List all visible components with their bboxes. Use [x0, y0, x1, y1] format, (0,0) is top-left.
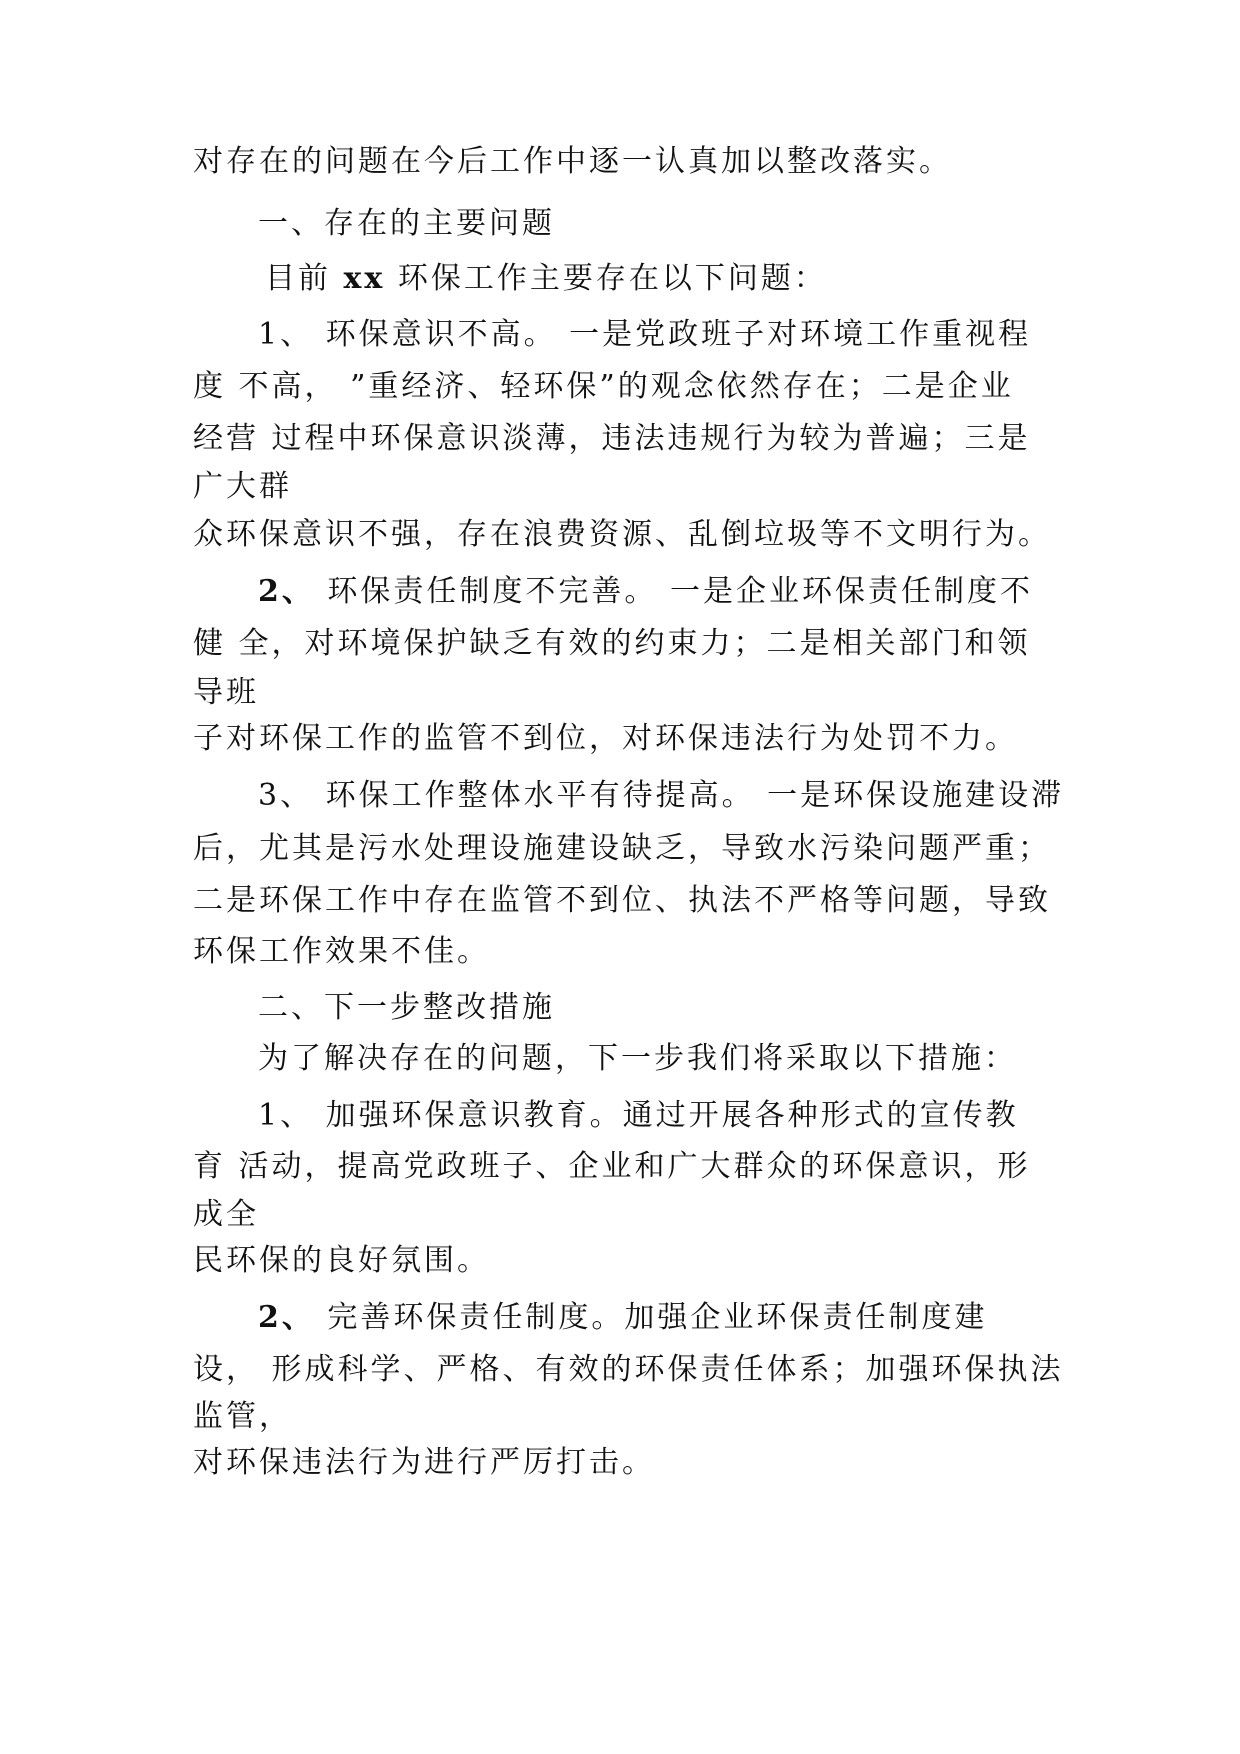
paragraph-line: 度 不高， ”重经济、轻环保”的观念依然存在；二是企业: [193, 369, 1014, 404]
paragraph-line: 1、 环保意识不高。 一是党政班子对环境工作重视程: [258, 317, 1032, 352]
text-span: 2、: [258, 1300, 315, 1335]
paragraph-line: 二是环保工作中存在监管不到位、执法不严格等问题，导致: [193, 883, 1051, 918]
paragraph-line: 对存在的问题在今后工作中逐一认真加以整改落实。: [193, 144, 952, 179]
paragraph-line: 子对环保工作的监管不到位，对环保违法行为处罚不力。: [193, 721, 1018, 756]
paragraph-line: [265, 259, 827, 299]
paragraph-line: 健 全，对环境保护缺乏有效的约束力；二是相关部门和领: [193, 626, 1031, 661]
section-heading: 二、下一步整改措施: [258, 990, 555, 1025]
paragraph-line: 环保工作效果不佳。: [193, 934, 490, 969]
section-heading: 一、存在的主要问题: [258, 206, 555, 241]
paragraph-line: 后，尤其是污水处理设施建设缺乏，导致水污染问题严重；: [193, 831, 1051, 866]
text-span: 目前: [265, 261, 331, 296]
paragraph-line: 成全: [193, 1197, 259, 1232]
paragraph-line: 众环保意识不强，存在浪费资源、乱倒垃圾等不文明行为。: [193, 517, 1051, 552]
paragraph-line: 育 活动，提高党政班子、企业和广大群众的环保意识，形: [193, 1149, 1031, 1184]
paragraph-line: 1、 加强环保意识教育。通过开展各种形式的宣传教: [258, 1098, 1019, 1133]
paragraph-line: 对环保违法行为进行严厉打击。: [193, 1445, 655, 1480]
text-span: 环保工作主要存在以下问题：: [397, 261, 827, 296]
paragraph-line: 导班: [193, 675, 259, 710]
paragraph-line: 经营 过程中环保意识淡薄，违法违规行为较为普遍；三是: [193, 421, 1031, 456]
text-span: 2、: [258, 574, 315, 609]
text-span: 环保责任制度不完善。 一是企业环保责任制度不: [327, 574, 1033, 609]
paragraph-line: 3、 环保工作整体水平有待提高。 一是环保设施建设滞: [258, 778, 1065, 813]
text-span: 完善环保责任制度。加强企业环保责任制度建: [327, 1300, 988, 1335]
paragraph-line: 为了解决存在的问题，下一步我们将采取以下措施：: [258, 1041, 1017, 1076]
paragraph-line: 设， 形成科学、严格、有效的环保责任体系；加强环保执法: [193, 1352, 1064, 1387]
paragraph-line: 广大群: [193, 469, 292, 504]
paragraph-line: [258, 572, 1033, 612]
paragraph-line: 民环保的良好氛围。: [193, 1243, 490, 1278]
paragraph-line: [258, 1298, 987, 1338]
paragraph-line: 监管，: [193, 1399, 292, 1434]
text-span: xx: [343, 261, 386, 296]
